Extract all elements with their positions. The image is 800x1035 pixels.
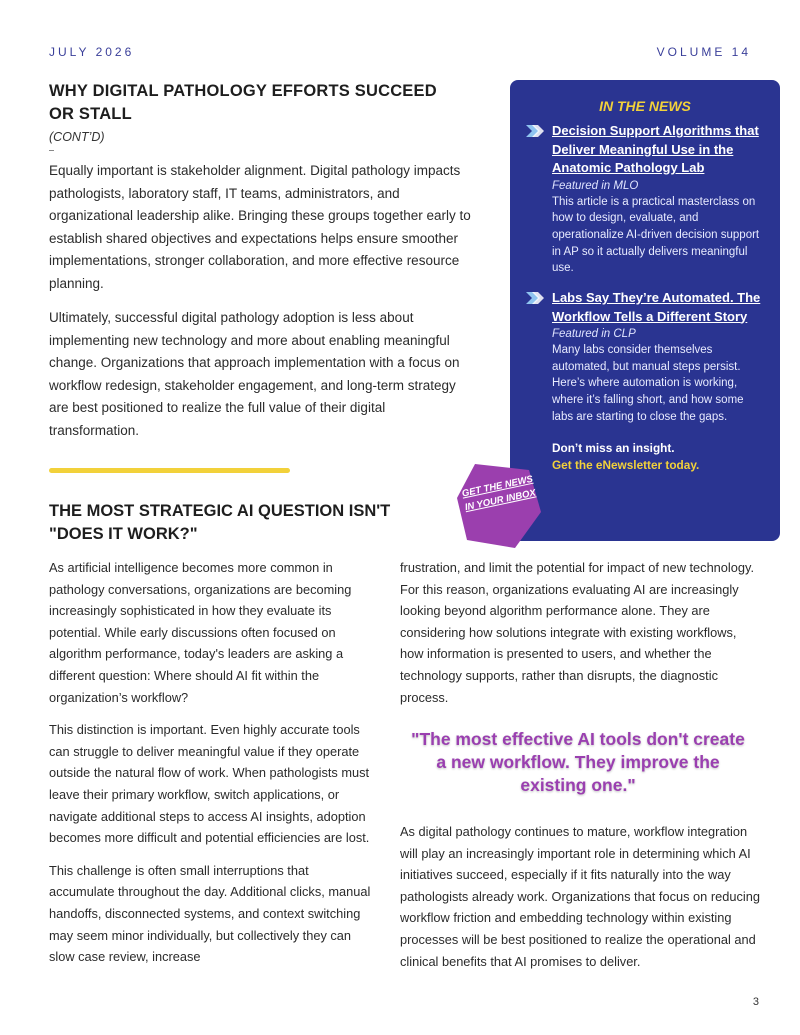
newsletter-badge-label[interactable]: GET THE NEWS IN YOUR INBOX bbox=[460, 473, 537, 514]
issue-date: JULY 2026 bbox=[49, 45, 135, 59]
divider-tick bbox=[49, 150, 54, 151]
news-item bbox=[524, 122, 766, 277]
in-the-news-panel bbox=[510, 80, 780, 541]
paragraph: As artificial intelligence becomes more common in pathology conversations, organizations are becoming increasingly sophisticated in how they evaluate its potential. While early discussions often focused on algorithm performance, today's leaders are asking a different question: Where should AI fit within the organization’s workflow? bbox=[49, 560, 352, 705]
news-article-link[interactable]: Decision Support Algorithms that Deliver Meaningful Use in the Anatomic Pathology Lab bbox=[552, 123, 759, 175]
chevron-right-icon bbox=[526, 125, 546, 137]
section2-title: THE MOST STRATEGIC AI QUESTION ISN'T "DOES IT WORK?" bbox=[49, 502, 391, 543]
newsletter-prompt: Don’t miss an insight. bbox=[552, 440, 675, 455]
news-item bbox=[524, 289, 766, 426]
newsletter-signup-link[interactable]: Get the eNewsletter today. bbox=[552, 457, 700, 472]
news-panel-title: IN THE NEWS bbox=[599, 98, 691, 114]
page-number: 3 bbox=[752, 996, 759, 1008]
paragraph: This distinction is important. Even highly accurate tools can struggle to deliver meaningful value if they operate outside the natural flow of work. When pathologists must leave their primary workflow, switch applications, or navigate additional steps to access AI insights, adoption becomes more difficult and potential efficiencies are lost. bbox=[49, 722, 370, 846]
news-description: Many labs consider themselves automated, but manual steps persist. Here’s where automation is working, where it’s falling short, and how some labs are starting to close the gaps. bbox=[552, 344, 744, 423]
chevron-right-icon bbox=[526, 292, 546, 304]
news-description: This article is a practical masterclass on how to design, evaluate, and operationalize AI-driven decision support in AP so it actually delivers meaningful use. bbox=[552, 195, 760, 275]
paragraph: As digital pathology continues to mature, workflow integration will play an increasingly important role in determining which AI initiatives succeed, especially if it fits naturally into the way pathologists already work. Organizations that focus on reducing workflow friction and embedding technology within existing processes will be best positioned to realize the operational and clinical benefits that AI promises to deliver. bbox=[400, 824, 760, 969]
news-source: Featured in MLO bbox=[552, 179, 639, 192]
news-source: Featured in CLP bbox=[552, 328, 636, 341]
section-divider bbox=[49, 468, 290, 473]
left-column bbox=[49, 557, 374, 979]
continued-label: (CONT’D) bbox=[49, 130, 105, 144]
paragraph: frustration, and limit the potential for impact of new technology. For this reason, organizations evaluating AI are increasingly looking beyond algorithm performance alone. They are considering how solutions integrate with existing workflows, how information is presented to users, and whether the technology supports, rather than disrupts, the diagnostic process. bbox=[400, 560, 754, 705]
issue-volume: VOLUME 14 bbox=[656, 45, 751, 59]
news-article-link[interactable]: Labs Say They’re Automated. The Workflow Tells a Different Story bbox=[552, 290, 761, 324]
paragraph: Equally important is stakeholder alignment. Digital pathology impacts pathologists, laboratory staff, IT teams, administrators, and organizational leadership alike. Bringing these groups together early to establish shared objectives and expectations helps ensure smoother implementations, stronger collaboration, and more effective resource planning. bbox=[49, 163, 471, 291]
paragraph: Ultimately, successful digital pathology adoption is less about implementing new technology and more about enabling meaningful change. Organizations that approach implementation with a focus on workflow redesign, stakeholder engagement, and long-term strategy are best positioned to realize the full value of their digital transformation. bbox=[49, 310, 460, 438]
pull-quote: "The most effective AI tools don't create a new workflow. They improve the existing one." bbox=[411, 729, 745, 795]
section1-title: WHY DIGITAL PATHOLOGY EFFORTS SUCCEED OR STALL bbox=[49, 82, 437, 123]
paragraph: This challenge is often small interruptions that accumulate throughout the day. Additional clicks, manual handoffs, disconnected systems, and context switching may seem minor individually, but collectively they can slow case review, increase bbox=[49, 862, 371, 965]
section1-body bbox=[49, 160, 477, 454]
